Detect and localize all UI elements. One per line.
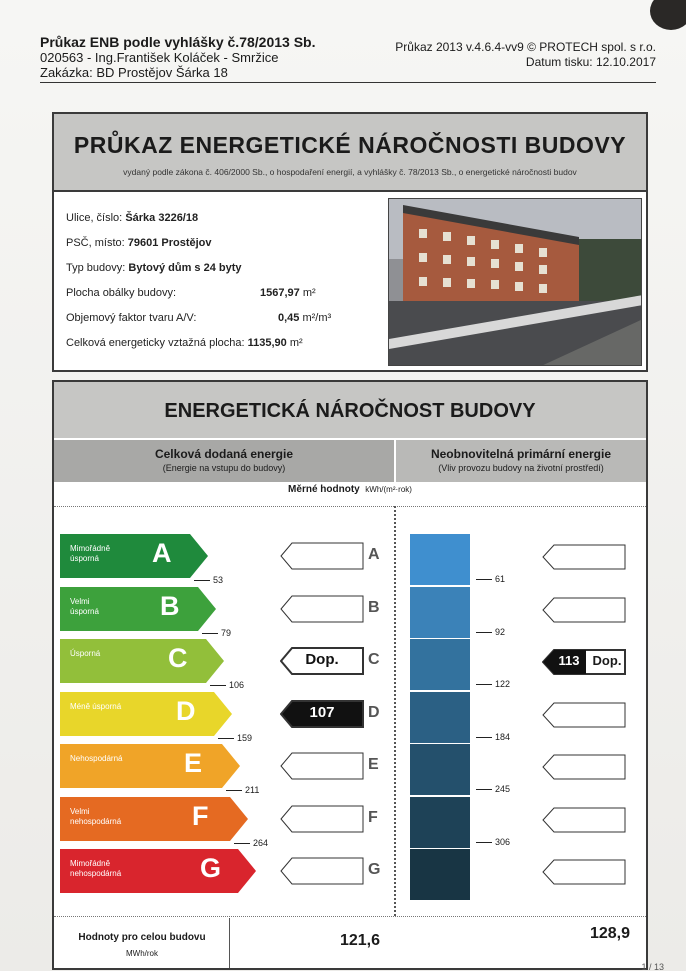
street-row: Ulice, číslo: Šárka 3226/18: [66, 212, 199, 224]
print-date: Datum tisku: 12.10.2017: [525, 55, 656, 69]
class-arrow-e: [60, 744, 242, 788]
class-arrow-a: [60, 534, 210, 578]
right-column-subtitle: (Vliv provozu budovy na životní prostředí): [438, 463, 604, 473]
class-letter: F: [192, 801, 209, 831]
right-column-header: [396, 440, 646, 482]
right-column-title: Neobnovitelná primární energie: [430, 447, 612, 461]
delivered-class-letter: F: [368, 809, 378, 826]
primary-energy-bar-segment: [410, 744, 470, 795]
delivered-class-letter: B: [368, 599, 380, 616]
total-primary-energy: 128,9: [589, 925, 630, 942]
class-arrow-c: [60, 639, 226, 683]
delivered-class-letter: E: [368, 756, 379, 773]
primary-energy-bar-segment: [410, 692, 470, 743]
class-letter: G: [200, 853, 222, 883]
certificate-subtitle: vydaný podle zákona č. 406/2000 Sb., o hospodaření energií, a vyhlášky č. 78/2013 Sb., o energetické náročnosti budov: [123, 167, 577, 177]
primary-energy-marker-c: 113 Dop.: [542, 649, 626, 675]
total-label: Hodnoty pro celou budovu: [78, 932, 206, 943]
header-divider: [40, 82, 656, 83]
class-letter: A: [152, 538, 172, 568]
class-letter: D: [176, 696, 196, 726]
delivered-energy-marker-c: Dop.: [280, 647, 364, 675]
page-number: 1 / 13: [641, 962, 664, 971]
column-separator: [394, 506, 396, 916]
delivered-energy-marker-e: [280, 752, 364, 780]
delivered-energy-marker-g: [280, 857, 364, 885]
class-description: Úsporná: [70, 649, 101, 658]
area-row: Celková energeticky vztažná plocha: 1135,90 m²: [66, 337, 303, 349]
class-description: Mimořádně úsporná: [70, 544, 111, 563]
class-arrow-f: [60, 797, 250, 841]
right-scale-tick: 306: [476, 837, 510, 847]
primary-energy-bar-segment: [410, 639, 470, 690]
primary-energy-marker-a: [542, 544, 626, 570]
shape-row: Objemový faktor tvaru A/V:: [66, 312, 197, 324]
left-scale-tick: 106: [210, 680, 244, 690]
primary-energy-bar-segment: [410, 587, 470, 638]
order-line: Zakázka: BD Prostějov Šárka 18: [40, 65, 228, 80]
total-label-box: [54, 918, 230, 968]
delivered-energy-marker-a: [280, 542, 364, 570]
right-scale-tick: 61: [476, 574, 505, 584]
envelope-row: Plocha obálky budovy:: [66, 287, 177, 299]
left-column-header: [54, 440, 394, 482]
type-row: Typ budovy: Bytový dům s 24 byty: [66, 262, 242, 274]
primary-energy-marker-g: [542, 859, 626, 885]
energy-title: ENERGETICKÁ NÁROČNOST BUDOVY: [164, 400, 536, 422]
delivered-class-letter: C: [368, 651, 380, 668]
primary-energy-bar-segment: [410, 534, 470, 585]
primary-energy-marker-f: [542, 807, 626, 833]
delivered-class-letter: G: [368, 861, 381, 878]
left-scale-tick: 53: [194, 575, 223, 585]
left-scale-tick: 159: [218, 733, 252, 743]
primary-energy-bar-segment: [410, 849, 470, 900]
unit-value: kWh/(m²·rok): [365, 485, 412, 494]
left-scale-tick: 79: [202, 628, 231, 638]
class-letter: B: [160, 591, 180, 621]
primary-energy-value: 113: [558, 653, 580, 668]
document-header-right: [395, 40, 656, 70]
class-arrow-d: [60, 692, 234, 736]
right-scale-tick: 184: [476, 732, 510, 742]
software-line: Průkaz 2013 v.4.6.4-vv9 © PROTECH spol. s r.o.: [395, 40, 656, 54]
author-line: 020563 - Ing.František Koláček - Smržice: [40, 50, 279, 65]
certificate-title: PRŮKAZ ENERGETICKÉ NÁROČNOSTI BUDOVY: [73, 132, 627, 158]
class-letter: C: [168, 643, 188, 673]
class-description: Velmi nehospodárná: [70, 807, 122, 826]
right-scale-tick: 122: [476, 679, 510, 689]
left-column-subtitle: (Energie na vstupu do budovy): [162, 463, 286, 473]
unit-label: Měrné hodnoty: [288, 484, 360, 495]
grid-top-line: [54, 506, 646, 507]
camera-corner-shadow: [650, 0, 686, 30]
unit-row: [54, 484, 646, 506]
primary-energy-marker-d: [542, 702, 626, 728]
document-title: Průkaz ENB podle vyhlášky č.78/2013 Sb.: [40, 34, 316, 50]
left-scale-tick: 211: [226, 785, 259, 795]
delivered-energy-marker-d: 107: [280, 700, 364, 728]
right-scale-tick: 92: [476, 627, 505, 637]
delivered-class-letter: D: [368, 704, 380, 721]
total-unit: MWh/rok: [126, 949, 158, 958]
delivered-class-letter: A: [368, 546, 380, 563]
city-row: PSČ, místo: 79601 Prostějov: [66, 237, 212, 249]
shape-value: 0,45 m²/m³: [278, 312, 332, 324]
total-delivered-energy: 121,6: [339, 932, 380, 949]
right-scale-tick: 245: [476, 784, 510, 794]
left-column-title: Celková dodaná energie: [154, 447, 294, 461]
class-letter: E: [184, 748, 203, 778]
class-description: Nehospodárná: [70, 754, 123, 763]
delivered-energy-marker-b: [280, 595, 364, 623]
left-scale-tick: 264: [234, 838, 268, 848]
document-header-left: [40, 35, 315, 80]
grid-bottom-line: [54, 916, 646, 917]
primary-energy-marker-e: [542, 754, 626, 780]
class-arrow-g: [60, 849, 258, 893]
primary-energy-bar-segment: [410, 797, 470, 848]
primary-energy-marker-b: [542, 597, 626, 623]
class-description: Mimořádně nehospodárná: [70, 859, 122, 878]
class-description: Méně úsporná: [70, 702, 122, 711]
class-arrow-b: [60, 587, 218, 631]
delivered-energy-marker-f: [280, 805, 364, 833]
class-description: Velmi úsporná: [70, 597, 99, 616]
envelope-value: 1567,97 m²: [260, 287, 316, 299]
building-photo: [388, 198, 642, 366]
